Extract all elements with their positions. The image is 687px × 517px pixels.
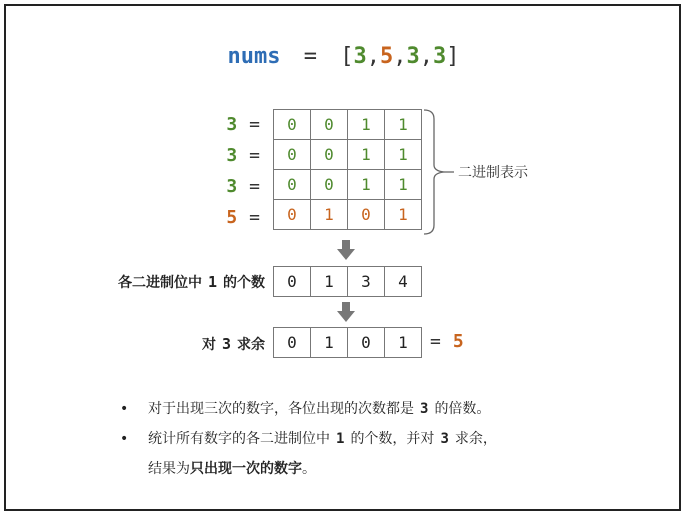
row-value: 3	[226, 145, 238, 166]
binary-label: 二进制表示	[458, 165, 528, 181]
nums-value: 5	[379, 44, 394, 69]
nums-name: nums	[227, 44, 281, 69]
bit-cell: 1	[385, 170, 422, 200]
row-equals: =	[249, 176, 260, 197]
bullet-num: 1	[336, 431, 345, 447]
count-label-pre: 各二进制位中	[117, 275, 202, 291]
binary-grid	[273, 109, 422, 230]
bullet-text: 的倍数。	[434, 401, 491, 417]
count-label-post: 的个数	[223, 275, 265, 291]
count-row	[274, 267, 422, 297]
nums-close-bracket: ]	[446, 44, 460, 69]
nums-sep: ,	[393, 44, 407, 69]
mod-label	[120, 334, 265, 354]
nums-value: 3	[406, 44, 420, 69]
binary-row	[274, 110, 422, 140]
bullet-text: 对于出现三次的数字，各位出现的次数都是	[148, 401, 414, 417]
nums-open-bracket: [	[340, 44, 354, 69]
bullet-dot-icon: •	[120, 431, 129, 447]
bit-cell: 1	[348, 170, 385, 200]
row-value: 3	[226, 114, 238, 135]
count-label-num: 1	[207, 273, 217, 291]
mod-label-num: 3	[221, 335, 231, 353]
mod-label-pre: 对	[201, 337, 216, 353]
mod-label-post: 求余	[237, 337, 265, 353]
row-label	[200, 176, 260, 197]
bullet-num: 3	[420, 401, 429, 417]
bit-cell: 0	[311, 170, 348, 200]
mod-cell: 1	[385, 328, 422, 358]
bit-cell: 1	[348, 140, 385, 170]
arrow-down-icon	[337, 302, 355, 322]
bit-cell: 0	[348, 200, 385, 230]
nums-expression	[0, 44, 687, 69]
mod-cell: 0	[274, 328, 311, 358]
row-equals: =	[249, 207, 260, 228]
row-equals: =	[249, 114, 260, 135]
bullet-dot-icon: •	[120, 401, 129, 417]
bullet-list	[120, 394, 497, 484]
row-label	[200, 114, 260, 135]
bit-cell: 0	[311, 110, 348, 140]
bullet-bold-text: 只出现一次的数字	[190, 461, 302, 477]
bit-cell: 0	[311, 140, 348, 170]
mod-grid	[273, 327, 422, 358]
mod-row	[274, 328, 422, 358]
bullet-continuation	[120, 454, 497, 484]
bullet-text: 的个数，并对	[350, 431, 435, 447]
row-label	[200, 207, 260, 228]
count-cell: 3	[348, 267, 385, 297]
nums-sep: ,	[419, 44, 433, 69]
mod-cell: 0	[348, 328, 385, 358]
bit-cell: 1	[385, 200, 422, 230]
bit-cell: 0	[274, 140, 311, 170]
bit-cell: 1	[311, 200, 348, 230]
result	[430, 331, 464, 352]
bit-cell: 1	[385, 140, 422, 170]
row-equals: =	[249, 145, 260, 166]
nums-sep: ,	[366, 44, 380, 69]
bullet-num: 3	[440, 431, 449, 447]
result-equals: =	[430, 331, 441, 352]
count-cell: 1	[311, 267, 348, 297]
binary-row	[274, 170, 422, 200]
arrow-down-icon	[337, 240, 355, 260]
bit-cell: 1	[348, 110, 385, 140]
binary-row	[274, 140, 422, 170]
nums-equals: =	[303, 44, 317, 69]
count-label	[60, 272, 265, 292]
brace-icon	[420, 109, 460, 235]
bit-cell: 0	[274, 110, 311, 140]
bit-cell: 0	[274, 200, 311, 230]
nums-value: 3	[353, 44, 367, 69]
bullet-text: 。	[302, 461, 316, 477]
bullet-item	[120, 424, 497, 454]
count-cell: 0	[274, 267, 311, 297]
count-grid	[273, 266, 422, 297]
bit-cell: 0	[274, 170, 311, 200]
binary-row	[274, 200, 422, 230]
bit-cell: 1	[385, 110, 422, 140]
row-value: 5	[226, 207, 238, 228]
mod-cell: 1	[311, 328, 348, 358]
result-value: 5	[452, 331, 464, 352]
row-label	[200, 145, 260, 166]
bullet-text: 统计所有数字的各二进制位中	[148, 431, 330, 447]
row-value: 3	[226, 176, 238, 197]
count-cell: 4	[385, 267, 422, 297]
bullet-text: 求余，	[454, 431, 497, 447]
bullet-item	[120, 394, 497, 424]
bullet-text: 结果为	[148, 461, 190, 477]
nums-value: 3	[432, 44, 447, 69]
